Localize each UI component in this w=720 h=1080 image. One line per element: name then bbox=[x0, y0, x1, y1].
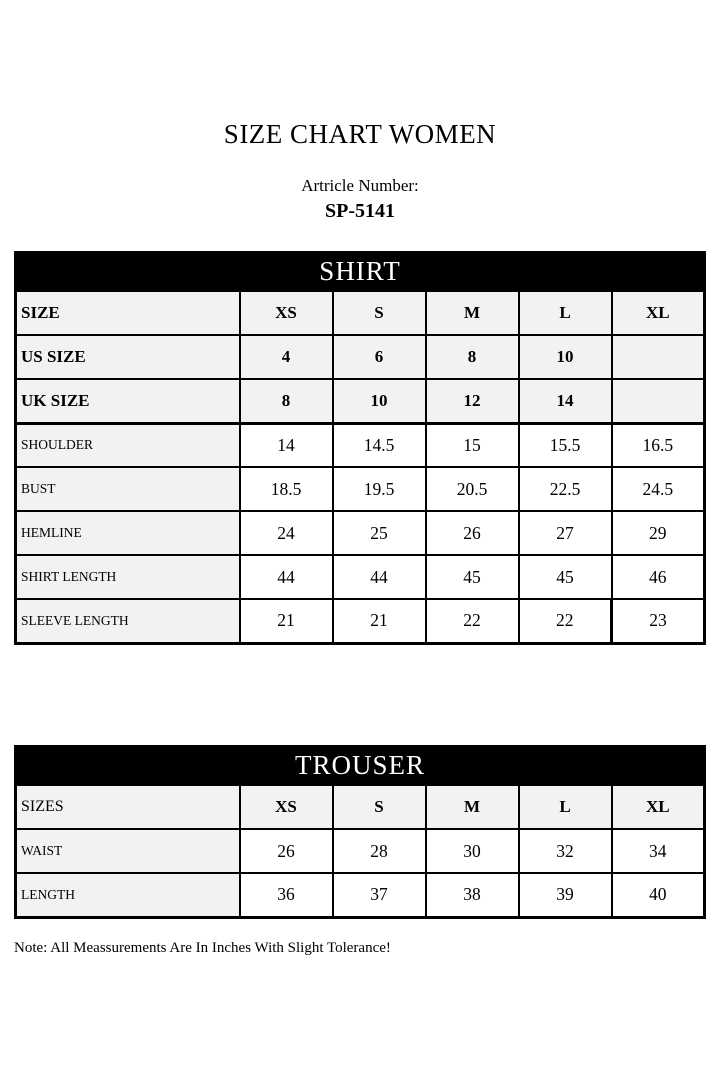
size-header-s: S bbox=[333, 291, 426, 335]
hemline-xl: 29 bbox=[612, 511, 705, 555]
sleeve-length-xl: 23 bbox=[612, 599, 705, 643]
bust-xl: 24.5 bbox=[612, 467, 705, 511]
waist-xl: 34 bbox=[612, 829, 705, 873]
sleeve-length-xs: 21 bbox=[240, 599, 333, 643]
waist-row bbox=[16, 829, 705, 873]
shoulder-row bbox=[16, 423, 705, 467]
trouser-table-title-band bbox=[16, 746, 705, 785]
us-size-xl bbox=[612, 335, 705, 379]
uk-size-l: 14 bbox=[519, 379, 612, 423]
waist-s: 28 bbox=[333, 829, 426, 873]
length-m: 38 bbox=[426, 873, 519, 917]
length-s: 37 bbox=[333, 873, 426, 917]
size-header-l: L bbox=[519, 291, 612, 335]
size-header-xs: XS bbox=[240, 291, 333, 335]
shoulder-xl: 16.5 bbox=[612, 423, 705, 467]
bust-l: 22.5 bbox=[519, 467, 612, 511]
trouser-size-header-xl: XL bbox=[612, 785, 705, 829]
row-label-sizes: SIZES bbox=[16, 785, 240, 829]
length-row bbox=[16, 873, 705, 917]
sleeve-length-m: 22 bbox=[426, 599, 519, 643]
hemline-l: 27 bbox=[519, 511, 612, 555]
bust-s: 19.5 bbox=[333, 467, 426, 511]
shirt-table-title: SHIRT bbox=[16, 252, 705, 291]
article-number-label: Artricle Number: bbox=[301, 176, 419, 196]
shoulder-m: 15 bbox=[426, 423, 519, 467]
length-xs: 36 bbox=[240, 873, 333, 917]
length-xl: 40 bbox=[612, 873, 705, 917]
trouser-table-title: TROUSER bbox=[16, 746, 705, 785]
shoulder-s: 14.5 bbox=[333, 423, 426, 467]
us-size-xs: 4 bbox=[240, 335, 333, 379]
sleeve-length-l: 22 bbox=[519, 599, 612, 643]
shirt-table-title-band bbox=[16, 252, 705, 291]
sleeve-length-s: 21 bbox=[333, 599, 426, 643]
shoulder-xs: 14 bbox=[240, 423, 333, 467]
trouser-size-header-l: L bbox=[519, 785, 612, 829]
size-header-xl: XL bbox=[612, 291, 705, 335]
hemline-s: 25 bbox=[333, 511, 426, 555]
us-size-s: 6 bbox=[333, 335, 426, 379]
page-title: SIZE CHART WOMEN bbox=[223, 119, 497, 149]
trouser-size-header-row bbox=[16, 785, 705, 829]
row-label-size: SIZE bbox=[16, 291, 240, 335]
us-size-l: 10 bbox=[519, 335, 612, 379]
shirt-length-xs: 44 bbox=[240, 555, 333, 599]
us-size-m: 8 bbox=[426, 335, 519, 379]
trouser-size-header-xs: XS bbox=[240, 785, 333, 829]
shirt-length-s: 44 bbox=[333, 555, 426, 599]
row-label-bust: BUST bbox=[16, 467, 240, 511]
hemline-m: 26 bbox=[426, 511, 519, 555]
shirt-size-table bbox=[14, 251, 706, 645]
bust-xs: 18.5 bbox=[240, 467, 333, 511]
bust-m: 20.5 bbox=[426, 467, 519, 511]
uk-size-xs: 8 bbox=[240, 379, 333, 423]
shirt-length-row bbox=[16, 555, 705, 599]
uk-size-row bbox=[16, 379, 705, 423]
bust-row bbox=[16, 467, 705, 511]
shirt-size-header-row bbox=[16, 291, 705, 335]
us-size-row bbox=[16, 335, 705, 379]
trouser-size-table bbox=[14, 745, 706, 919]
row-label-us-size: US SIZE bbox=[16, 335, 240, 379]
row-label-sleeve-length: SLEEVE LENGTH bbox=[16, 599, 240, 643]
row-label-uk-size: UK SIZE bbox=[16, 379, 240, 423]
sleeve-length-row bbox=[16, 599, 705, 643]
size-header-m: M bbox=[426, 291, 519, 335]
article-number: SP-5141 bbox=[325, 199, 395, 222]
row-label-shoulder: SHOULDER bbox=[16, 423, 240, 467]
waist-m: 30 bbox=[426, 829, 519, 873]
shirt-length-m: 45 bbox=[426, 555, 519, 599]
row-label-waist: WAIST bbox=[16, 829, 240, 873]
waist-l: 32 bbox=[519, 829, 612, 873]
hemline-xs: 24 bbox=[240, 511, 333, 555]
trouser-size-header-m: M bbox=[426, 785, 519, 829]
row-label-length: LENGTH bbox=[16, 873, 240, 917]
waist-xs: 26 bbox=[240, 829, 333, 873]
shirt-length-l: 45 bbox=[519, 555, 612, 599]
length-l: 39 bbox=[519, 873, 612, 917]
row-label-shirt-length: SHIRT LENGTH bbox=[16, 555, 240, 599]
shirt-length-xl: 46 bbox=[612, 555, 705, 599]
uk-size-m: 12 bbox=[426, 379, 519, 423]
tolerance-note: Note: All Meassurements Are In Inches With Slight Tolerance! bbox=[14, 939, 391, 956]
uk-size-xl bbox=[612, 379, 705, 423]
row-label-hemline: HEMLINE bbox=[16, 511, 240, 555]
hemline-row bbox=[16, 511, 705, 555]
uk-size-s: 10 bbox=[333, 379, 426, 423]
shoulder-l: 15.5 bbox=[519, 423, 612, 467]
trouser-size-header-s: S bbox=[333, 785, 426, 829]
